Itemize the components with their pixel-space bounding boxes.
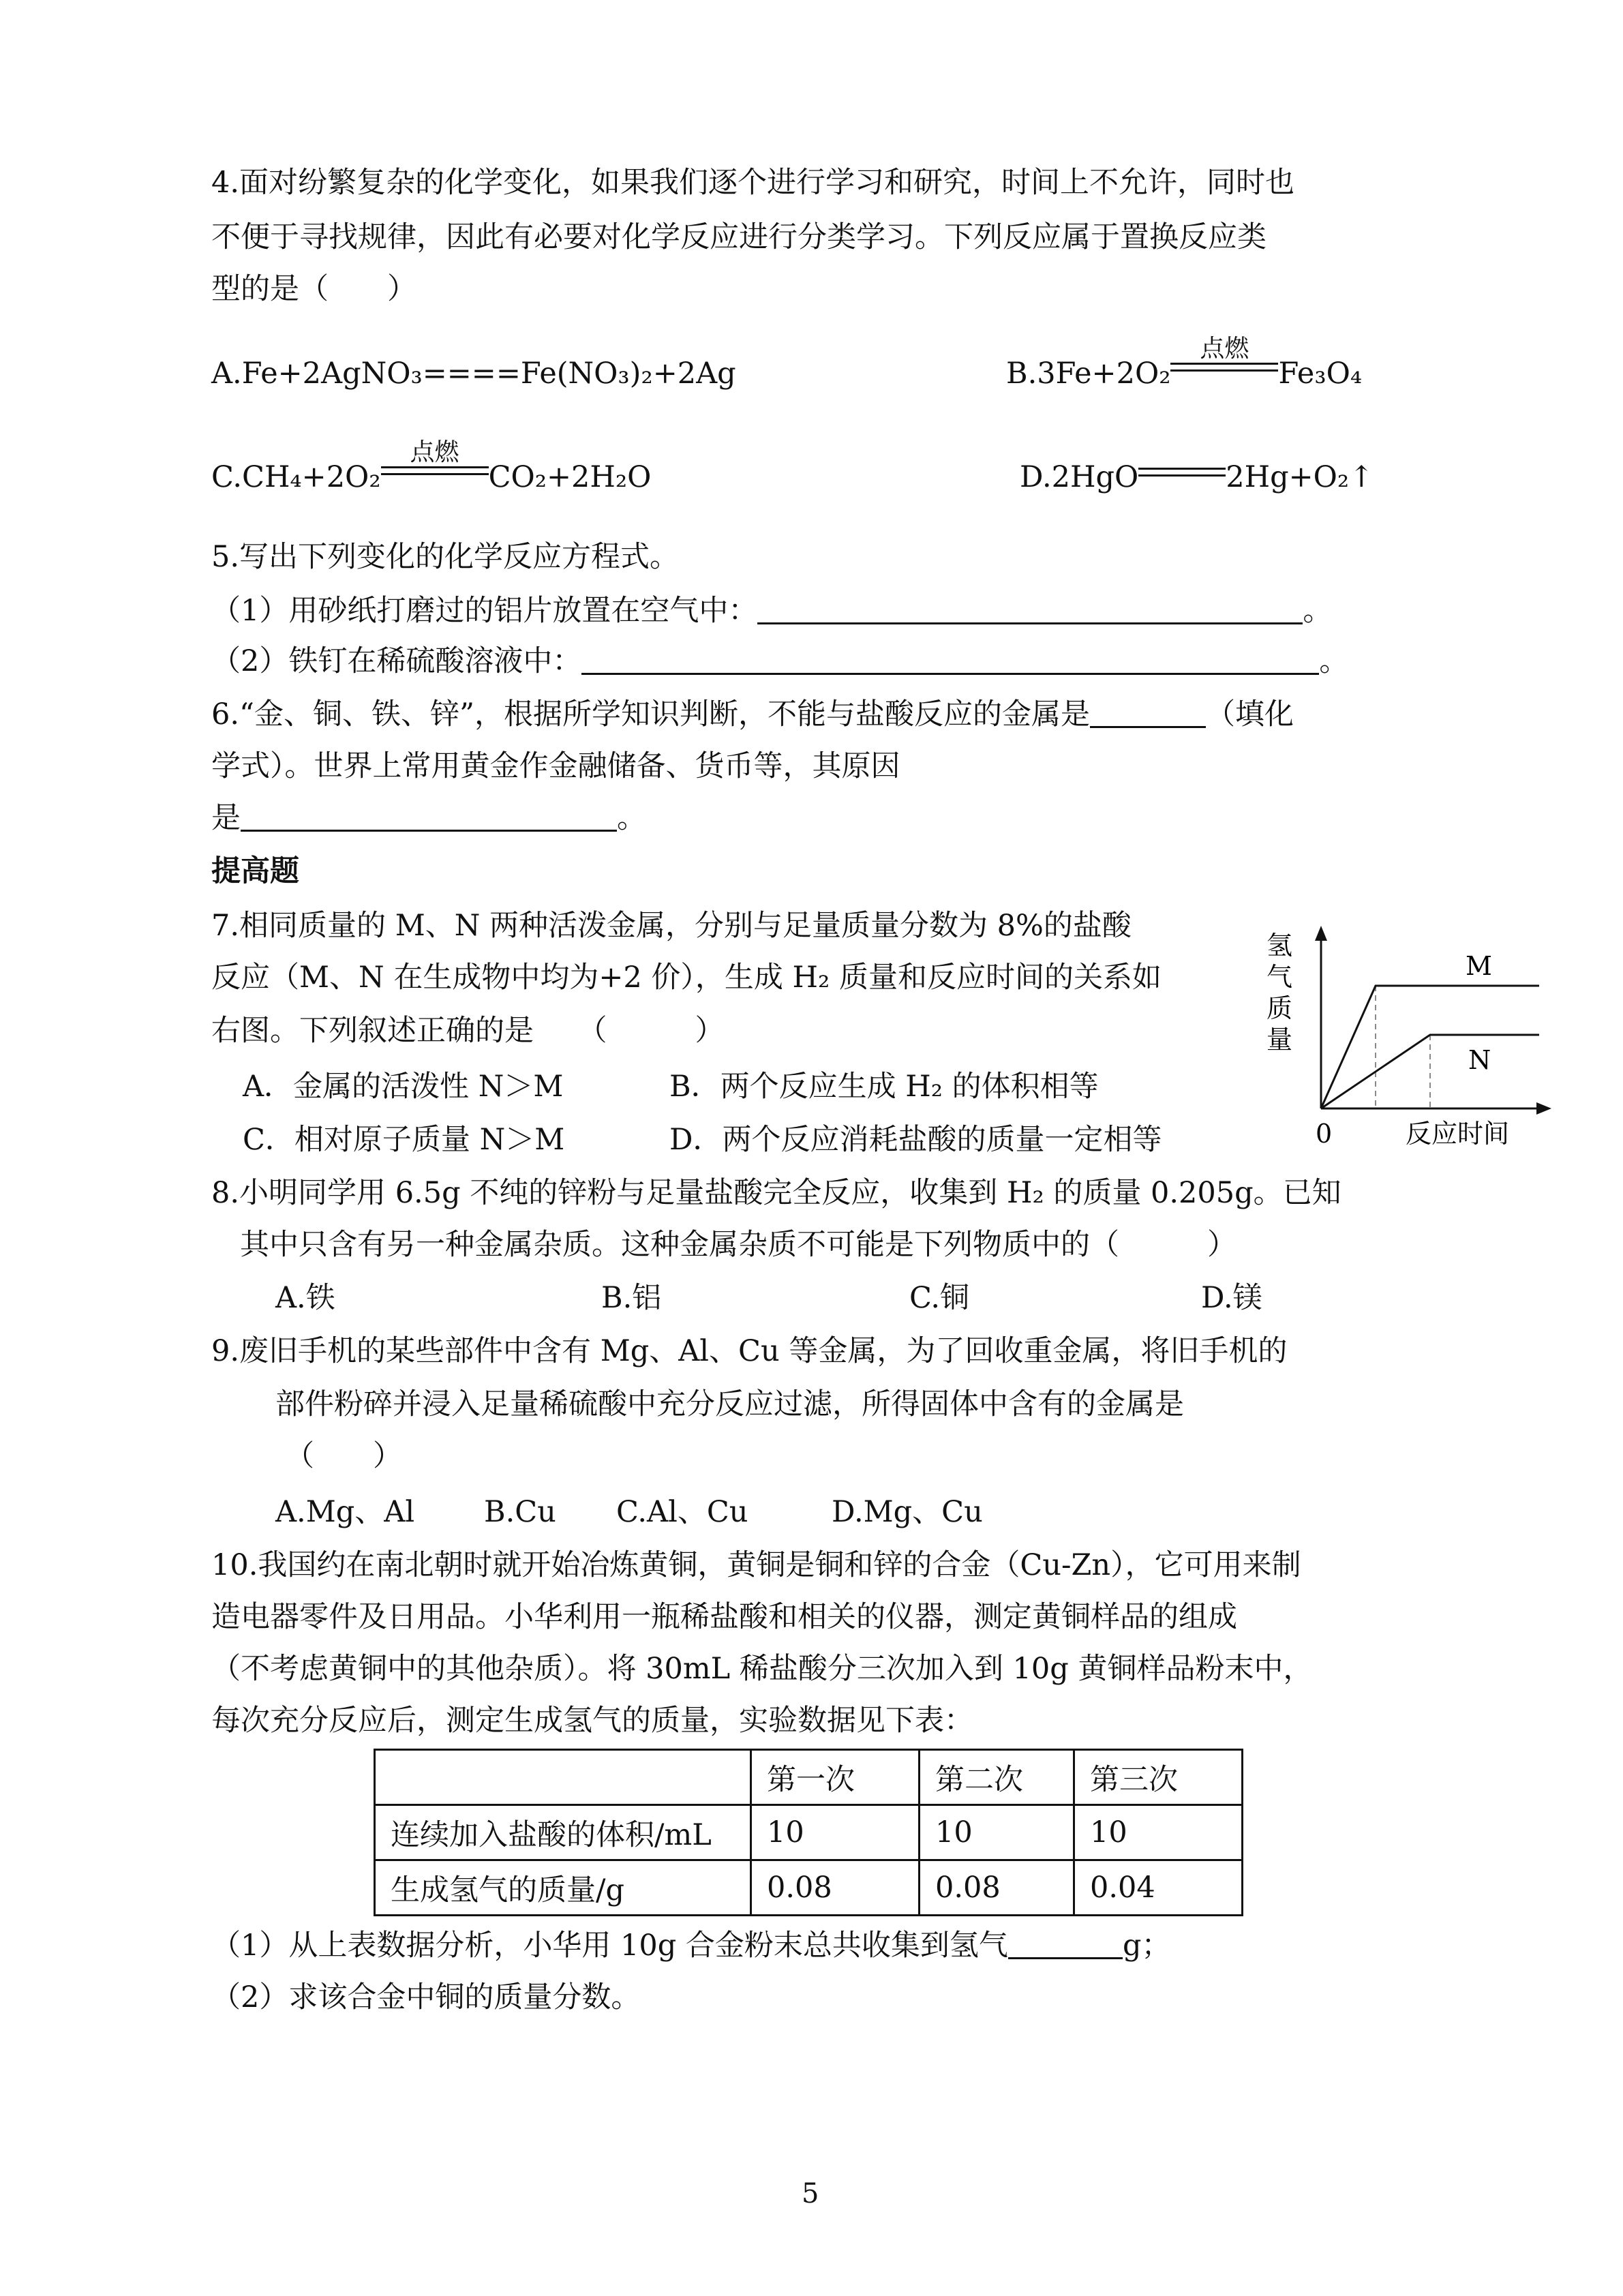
table-cell: 0.04 [1074,1860,1243,1916]
graph-label-m: M [1466,951,1492,981]
q5-title: 5.写出下列变化的化学反应方程式。 [211,540,680,574]
table-header-row [375,1750,1243,1805]
q5-item-2 [211,641,1348,682]
q4-line-3: 型的是（ ） [211,272,416,306]
q10-line-3: （不考虑黄铜中的其他杂质）。将 30mL 稀盐酸分三次加入到 10g 黄铜样品粉末中， [211,1652,1313,1686]
q7-option-d: D．两个反应消耗盐酸的质量一定相等 [669,1123,1162,1157]
equation-bar [1138,474,1226,477]
q7-line-3: 右图。下列叙述正确的是 （ ） [211,1014,725,1048]
table-cell: 10 [920,1805,1074,1860]
graph-ylabel-char: 量 [1266,1025,1293,1055]
q4-option-b-condition: 点燃 [1200,335,1249,363]
q8-option-b: B.铝 [601,1281,662,1315]
q6-line-2: 学式）。世界上常用黄金作金融储备、货币等，其原因 [211,749,900,783]
q5-item-1-end: 。 [1303,594,1333,628]
graph-ylabel-char: 质 [1266,993,1293,1023]
q7-graph [1266,920,1580,1152]
q4-option-d-products: 2Hg+O₂↑ [1226,460,1374,494]
q4-option-c [211,438,652,498]
table-cell: 0.08 [920,1860,1074,1916]
q10-sub-1-text: （1）从上表数据分析，小华用 10g 合金粉末总共收集到氢气 [211,1929,1008,1963]
graph-xlabel: 反应时间 [1406,1119,1510,1149]
table-row [375,1805,1243,1860]
q10-data-table [374,1749,1243,1916]
q8-option-c: C.铜 [909,1281,970,1315]
q7-option-b: B．两个反应生成 H₂ 的体积相等 [669,1070,1099,1104]
q4-option-c-products: CO₂+2H₂O [488,460,652,494]
q7-option-c: C．相对原子质量 N＞M [243,1123,565,1157]
q9-option-b: B.Cu [484,1495,556,1529]
table-cell: 10 [1074,1805,1243,1860]
q4-option-b-products: Fe₃O₄ [1278,357,1363,391]
q6-line-3-text: 是 [211,801,241,835]
q10-sub-2: （2）求该合金中铜的质量分数。 [211,1980,641,2014]
q7-line-2: 反应（M、N 在生成物中均为+2 价），生成 H₂ 质量和反应时间的关系如 [211,961,1162,995]
table-header-cell: 第一次 [751,1750,920,1805]
q4-option-b-reactants: B.3Fe+2O₂ [1006,357,1171,391]
graph-ylabel-char: 氢 [1266,931,1293,961]
q5-item-2-text: （2）铁钉在稀硫酸溶液中： [211,644,582,678]
q6-line-1-text: 6.“金、铜、铁、锌”，根据所学知识判断，不能与盐酸反应的金属是 [211,697,1090,731]
table-cell: 生成氢气的质量/g [375,1860,751,1916]
equation-bar [1170,369,1278,372]
q4-option-c-reactants: C.CH₄+2O₂ [211,460,381,494]
q6-line-3 [211,798,646,839]
q8-line-2: 其中只含有另一种金属杂质。这种金属杂质不可能是下列物质中的（ ） [240,1228,1237,1262]
graph-origin: 0 [1316,1119,1333,1149]
equation-bar [1138,468,1226,470]
graph-x-axis-arrow [1536,1102,1551,1115]
q8-option-d: D.镁 [1201,1281,1262,1315]
table-header-cell [375,1750,751,1805]
q9-option-c: C.Al、Cu [616,1495,748,1529]
equation-bar [381,466,489,468]
q5-item-1-text: （1）用砂纸打磨过的铝片放置在空气中： [211,594,758,628]
answer-blank[interactable] [757,592,1303,624]
q9-option-a: A.Mg、Al [275,1495,415,1529]
section-heading: 提高题 [211,854,299,888]
q10-line-4: 每次充分反应后，测定生成氢气的质量，实验数据见下表： [211,1704,973,1738]
q10-line-2: 造电器零件及日用品。小华利用一瓶稀盐酸和相关的仪器，测定黄铜样品的组成 [211,1600,1237,1634]
graph-y-axis-arrow [1315,926,1327,941]
q4-option-d [1020,457,1374,498]
q9-line-1: 9.废旧手机的某些部件中含有 Mg、Al、Cu 等金属，为了回收重金属，将旧手机的 [211,1334,1288,1368]
q4-option-a: A.Fe+2AgNO₃====Fe(NO₃)₂+2Ag [211,357,736,391]
q6-line-1-end: （填化 [1206,697,1294,731]
q4-line-2: 不便于寻找规律，因此有必要对化学反应进行分类学习。下列反应属于置换反应类 [211,220,1266,254]
q4-option-c-condition: 点燃 [410,438,459,466]
q7-option-a: A．金属的活泼性 N＞M [243,1070,564,1104]
q10-sub-1 [211,1925,1170,1966]
q7-line-1: 7.相同质量的 M、N 两种活泼金属，分别与足量质量分数为 8%的盐酸 [211,909,1132,943]
table-cell: 连续加入盐酸的体积/mL [375,1805,751,1860]
answer-blank[interactable] [1090,696,1206,728]
answer-blank[interactable] [1008,1927,1123,1959]
equation-bar [1170,363,1278,365]
q10-sub-1-end: g； [1122,1929,1171,1963]
graph-label-n: N [1468,1045,1491,1075]
table-cell: 0.08 [751,1860,920,1916]
q9-option-d: D.Mg、Cu [832,1495,983,1529]
q9-line-3: （ ） [285,1439,402,1473]
answer-blank[interactable] [241,800,617,832]
q6-line-3-end: 。 [617,801,646,835]
page-number: 5 [802,2178,819,2209]
q8-line-1: 8.小明同学用 6.5g 不纯的锌粉与足量盐酸完全反应，收集到 H₂ 的质量 0.205g。已知 [211,1176,1341,1210]
graph-ylabel-char: 气 [1266,962,1293,992]
q4-line-1: 4.面对纷繁复杂的化学变化，如果我们逐个进行学习和研究，时间上不允许，同时也 [211,166,1295,200]
q5-item-1 [211,590,1332,631]
q10-line-1: 10.我国约在南北朝时就开始冶炼黄铜，黄铜是铜和锌的合金（Cu-Zn），它可用来制 [211,1548,1301,1582]
q6-line-1 [211,694,1294,735]
answer-blank[interactable] [581,643,1319,675]
table-cell: 10 [751,1805,920,1860]
q5-item-2-end: 。 [1319,644,1349,678]
q9-line-2: 部件粉碎并浸入足量稀硫酸中充分反应过滤，所得固体中含有的金属是 [275,1387,1184,1421]
q4-option-d-reactants: D.2HgO [1020,460,1139,494]
table-row [375,1860,1243,1916]
table-header-cell: 第二次 [920,1750,1074,1805]
q8-option-a: A.铁 [275,1281,335,1315]
table-header-cell: 第三次 [1074,1750,1243,1805]
q4-option-b [1006,335,1363,394]
equation-bar [381,473,489,475]
